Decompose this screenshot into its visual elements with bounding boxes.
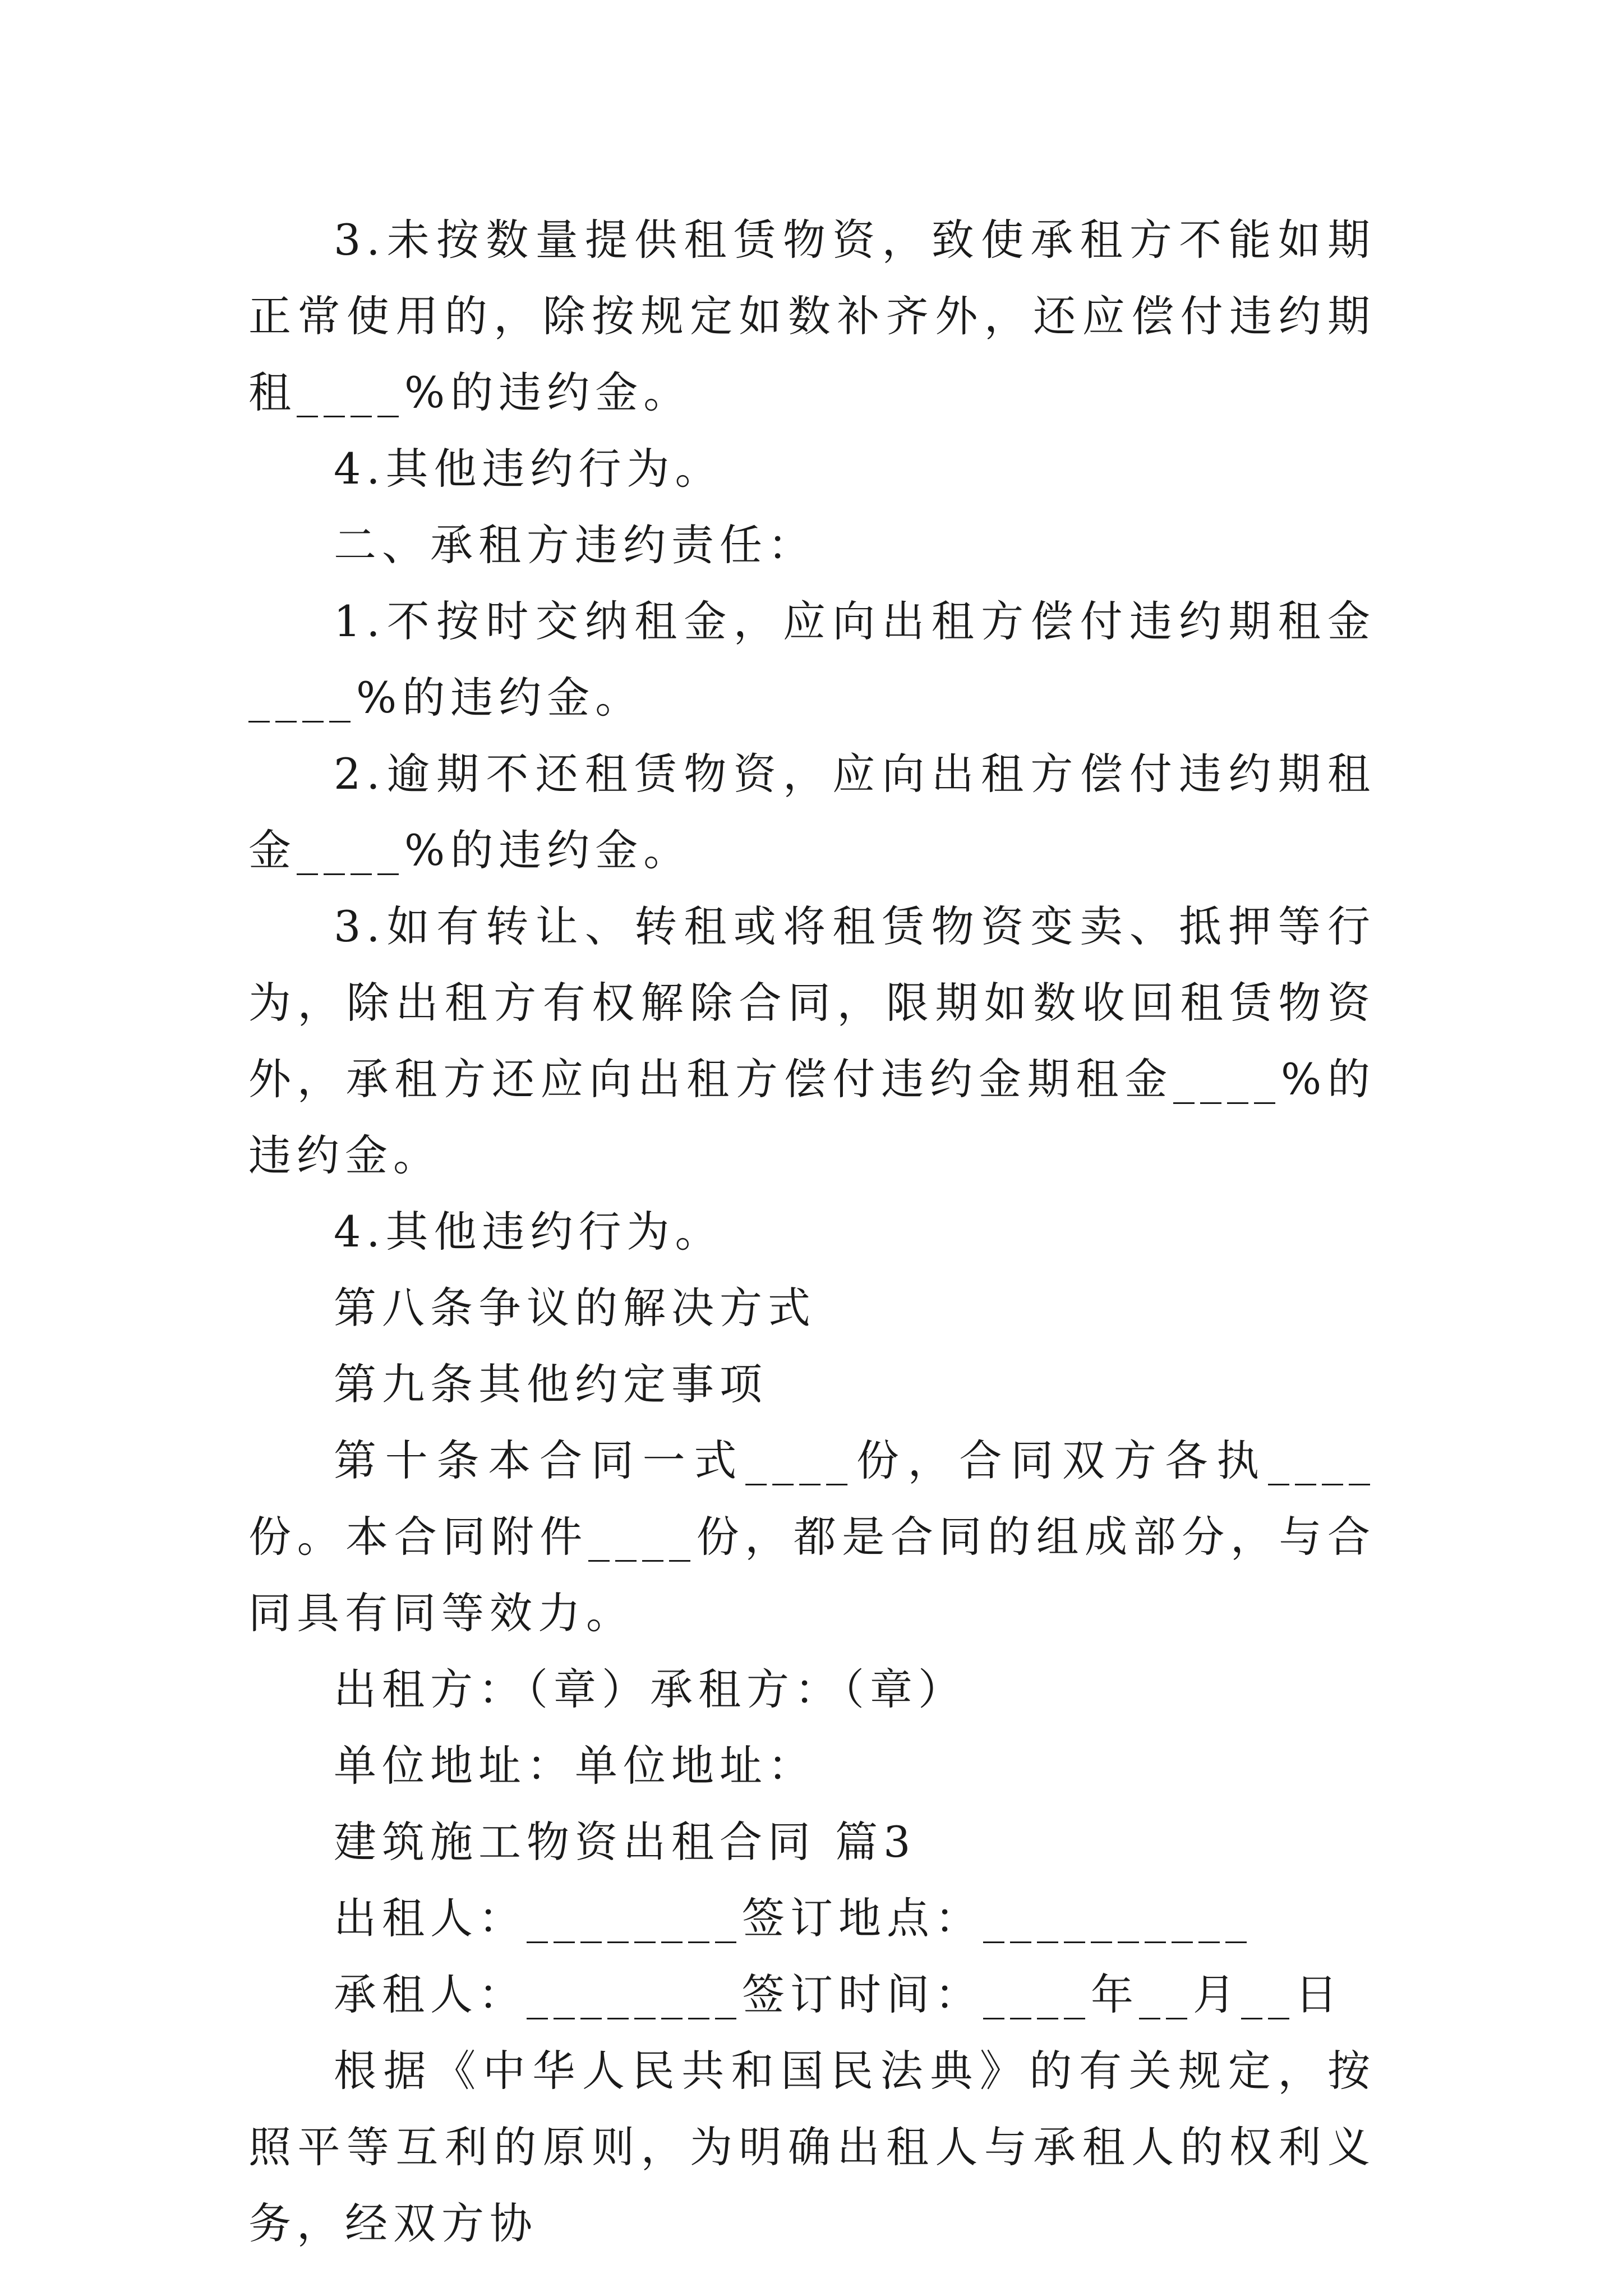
preamble-paragraph: 根据《中华人民共和国民法典》的有关规定，按照平等互利的原则，为明确出租人与承租人的权利义务，经双方协: [248, 2046, 1376, 2248]
paragraph-lessee-breach-2: 2.逾期不还租赁物资，应向出租方偿付违约期租金____%的违约金。: [248, 749, 1376, 875]
address-line: 单位地址：单位地址：: [334, 1741, 816, 1791]
article-8-dispute-resolution: 第八条争议的解决方式: [334, 1283, 816, 1333]
article-10-copies: 第十条本合同一式____份，合同双方各执____份。本合同附件____份，都是合同的组成部分，与合同具有同等效力。: [248, 1435, 1376, 1638]
document-body: [248, 202, 1376, 2262]
paragraph-lessor-breach-3: 3.未按数量提供租赁物资，致使承租方不能如期正常使用的，除按规定如数补齐外，还应偿付违约期租____%的违约金。: [248, 215, 1376, 417]
article-9-other-matters: 第九条其他约定事项: [334, 1359, 768, 1409]
contract-title-part-3: 建筑施工物资出租合同 篇3: [334, 1817, 916, 1867]
paragraph-lessee-breach-4: 4.其他违约行为。: [334, 1207, 723, 1257]
paragraph-lessee-breach-3: 3.如有转让、转租或将租赁物资变卖、抵押等行为，除出租方有权解除合同，限期如数收回租赁物资外，承租方还应向出租方偿付违约金期租金____%的违约金。: [248, 901, 1376, 1180]
signature-parties-line: 出租方：（章）承租方：（章）: [334, 1664, 966, 1714]
paragraph-lessor-breach-4: 4.其他违约行为。: [334, 444, 723, 494]
paragraph-lessee-breach-1: 1.不按时交纳租金，应向出租方偿付违约期租金____%的违约金。: [248, 596, 1376, 723]
section-heading-lessee-liability: 二、承租方违约责任：: [334, 520, 816, 570]
lessee-signing-date-line: 承租人：________签订时间：____年__月__日: [334, 1970, 1343, 2019]
lessor-signing-place-line: 出租人：________签订地点：__________: [334, 1893, 1252, 1943]
